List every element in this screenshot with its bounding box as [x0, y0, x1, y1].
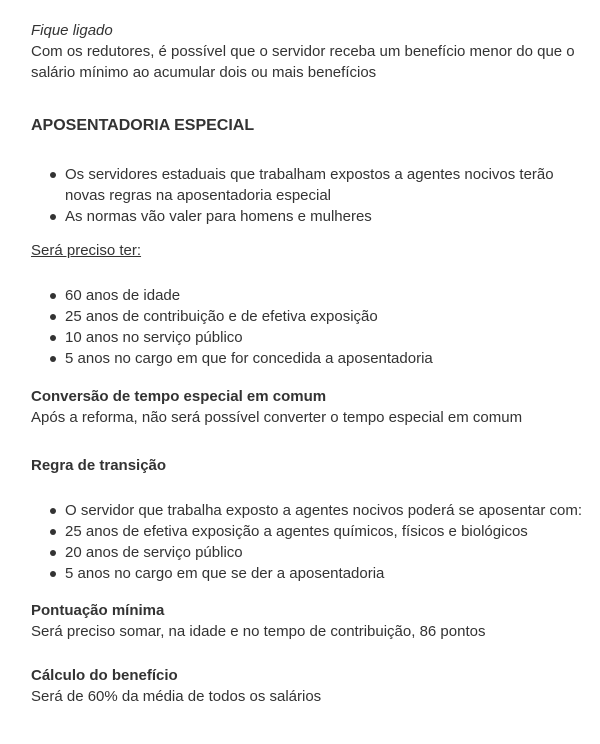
list-item: 10 anos no serviço público [65, 327, 586, 348]
list-item: 25 anos de contribuição e de efetiva exposição [65, 306, 586, 327]
list-item: Os servidores estaduais que trabalham expostos a agentes nocivos terão novas regras na aposentadoria especial [65, 164, 586, 206]
intro-title: Fique ligado [31, 22, 113, 39]
calculation-heading: Cálculo do benefício [31, 667, 178, 684]
section-heading: APOSENTADORIA ESPECIAL [31, 117, 255, 134]
calculation-text: Será de 60% da média de todos os salários [31, 688, 322, 705]
conversion-heading: Conversão de tempo especial em comum [31, 388, 327, 405]
section-bullet-list [31, 164, 586, 227]
list-item: 25 anos de efetiva exposição a agentes químicos, físicos e biológicos [65, 521, 586, 542]
list-item: As normas vão valer para homens e mulheres [65, 206, 586, 227]
requirements-label: Será preciso ter: [31, 242, 142, 259]
list-item: O servidor que trabalha exposto a agentes nocivos poderá se aposentar com: [65, 500, 586, 521]
list-item: 5 anos no cargo em que se der a aposentadoria [65, 563, 586, 584]
list-item: 5 anos no cargo em que for concedida a aposentadoria [65, 348, 586, 369]
list-item: 60 anos de idade [65, 285, 586, 306]
score-text: Será preciso somar, na idade e no tempo de contribuição, 86 pontos [31, 623, 486, 640]
intro-text: Com os redutores, é possível que o servidor receba um benefício menor do que o salário mínimo ao acumular dois ou mais benefícios [31, 43, 575, 81]
requirements-list [31, 285, 586, 369]
score-heading: Pontuação mínima [31, 602, 165, 619]
list-item: 20 anos de serviço público [65, 542, 586, 563]
conversion-text: Após a reforma, não será possível converter o tempo especial em comum [31, 409, 523, 426]
transition-heading: Regra de transição [31, 457, 167, 474]
transition-list [31, 500, 586, 584]
